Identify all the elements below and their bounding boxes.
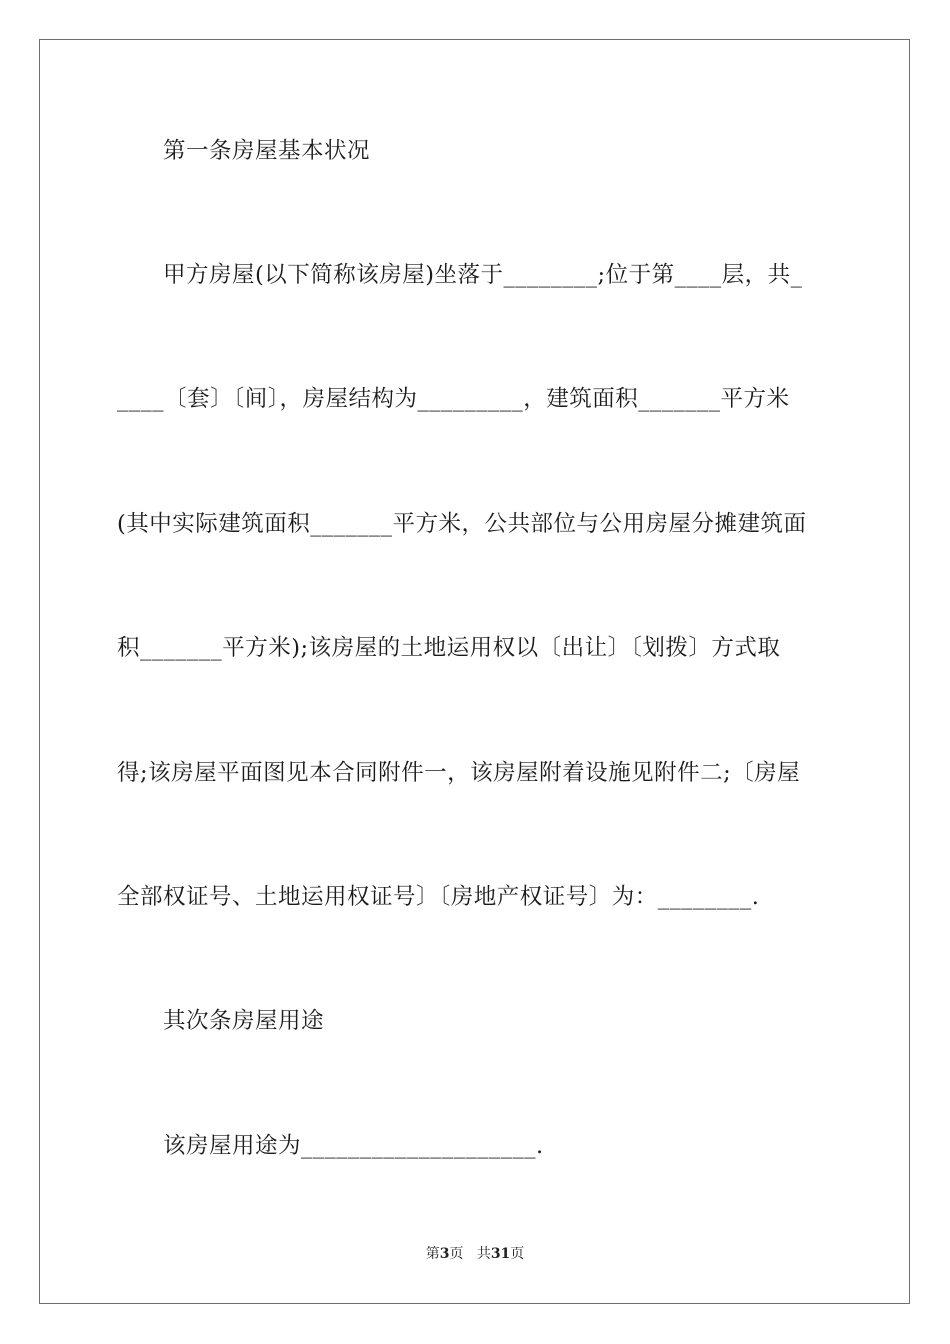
total-pages: 31 [490,1246,511,1262]
paragraph-line: 积_______平方米);该房屋的土地运用权以〔出让〕〔划拨〕方式取 [117,635,781,661]
paragraph-line: 全部权证号、土地运用权证号〕〔房地产权证号〕为：________. [117,884,760,910]
page-suffix: 页 [449,1246,464,1262]
paragraph-line: 该房屋用途为____________________. [163,1133,544,1159]
paragraph-line: 得;该房屋平面图见本合同附件一，该房屋附着设施见附件二;〔房屋 [117,760,801,786]
page-frame [39,39,910,1304]
paragraph-line: 甲方房屋(以下简称该房屋)坐落于________;位于第____层，共_ [163,262,803,288]
total-suffix: 页 [510,1246,525,1262]
section-heading-2: 其次条房屋用途 [163,1008,325,1034]
paragraph-line: ____〔套〕〔间〕，房屋结构为_________，建筑面积_______平方米 [117,386,790,412]
page-footer [0,1245,950,1263]
section-heading-1: 第一条房屋基本状况 [163,138,371,164]
total-prefix: 共 [476,1246,491,1262]
page-number: 3 [439,1246,450,1262]
paragraph-line: (其中实际建筑面积_______平方米，公共部位与公用房屋分摊建筑面 [117,511,807,537]
page-prefix: 第 [425,1246,440,1262]
